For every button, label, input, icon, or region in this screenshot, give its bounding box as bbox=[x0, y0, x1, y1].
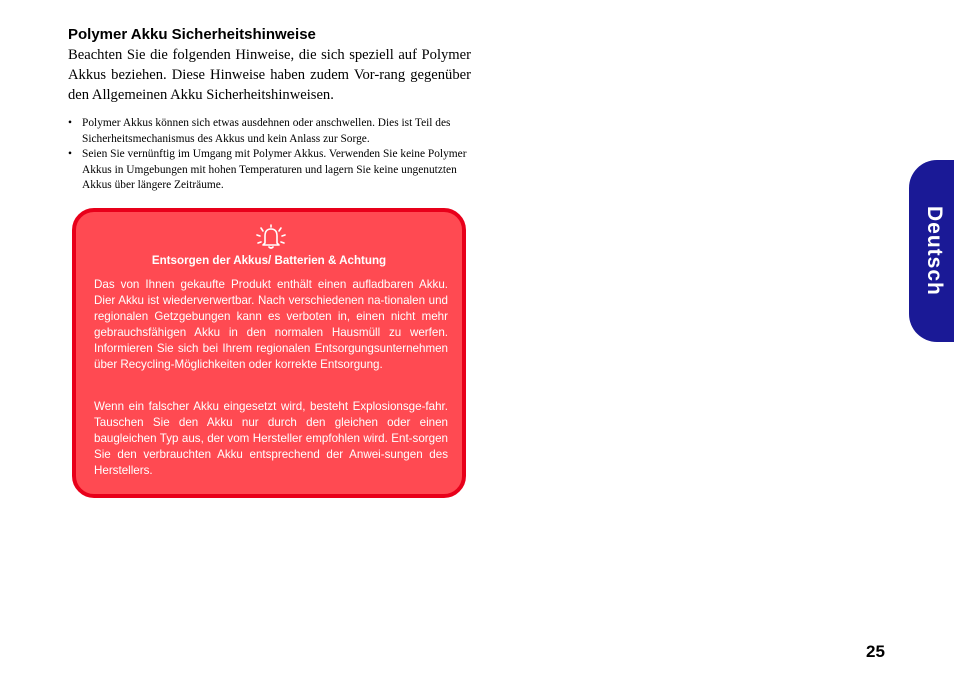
warning-title: Entsorgen der Akkus/ Batterien & Achtung bbox=[151, 254, 387, 267]
warning-paragraph-explosion: Wenn ein falscher Akku eingesetzt wird, besteht Explosionsge-fahr. Tauschen Sie den Akku nur durch den gleichen oder einen baugleichen Typ aus, der vom Hersteller empfohlen wird. Ent-sorgen Sie den verbrauchten Akku entsprechend der Anwei-sungen des Herstellers. bbox=[94, 400, 448, 477]
bullet-item: • Polymer Akkus können sich etwas ausdehnen oder anschwellen. Dies ist Teil des Sicherheitsmechanismus des Akkus und kein Anlass zur Sorge. bbox=[68, 116, 468, 147]
alarm-bell-icon bbox=[254, 224, 288, 250]
section-heading: Polymer Akku Sicherheitshinweise bbox=[68, 26, 316, 43]
warning-box bbox=[72, 208, 466, 498]
warning-paragraph-disposal: Das von Ihnen gekaufte Produkt enthält einen aufladbaren Akku. Dier Akku ist wiederverwertbar. Nach verschiedenen na-tionalen und regionalen Getzgebungen kann es verboten in, einen nicht mehr gebrauchsfähigen Akku in den normalen Hausmüll zu werfen. Informieren Sie sich bei Ihrem regionalen Entsorgungsunternehmen über Recycling-Möglichkeiten oder korrekte Entsorgung. bbox=[94, 278, 448, 371]
bullet-list bbox=[68, 116, 468, 194]
intro-paragraph: Beachten Sie die folgenden Hinweise, die sich speziell auf Polymer Akkus beziehen. Diese Hinweise haben zudem Vor-rang gegenüber den Allgemeinen Akku Sicherheitshinweisen. bbox=[68, 47, 471, 103]
bullet-item: • Seien Sie vernünftig im Umgang mit Polymer Akkus. Verwenden Sie keine Polymer Akkus in Umgebungen mit hohen Temperaturen und lagern Sie keine ungenutzten Akkus über längere Zeiträume. bbox=[68, 147, 468, 194]
language-side-tab-label: Deutsch bbox=[923, 206, 946, 296]
page-number: 25 bbox=[866, 642, 885, 661]
